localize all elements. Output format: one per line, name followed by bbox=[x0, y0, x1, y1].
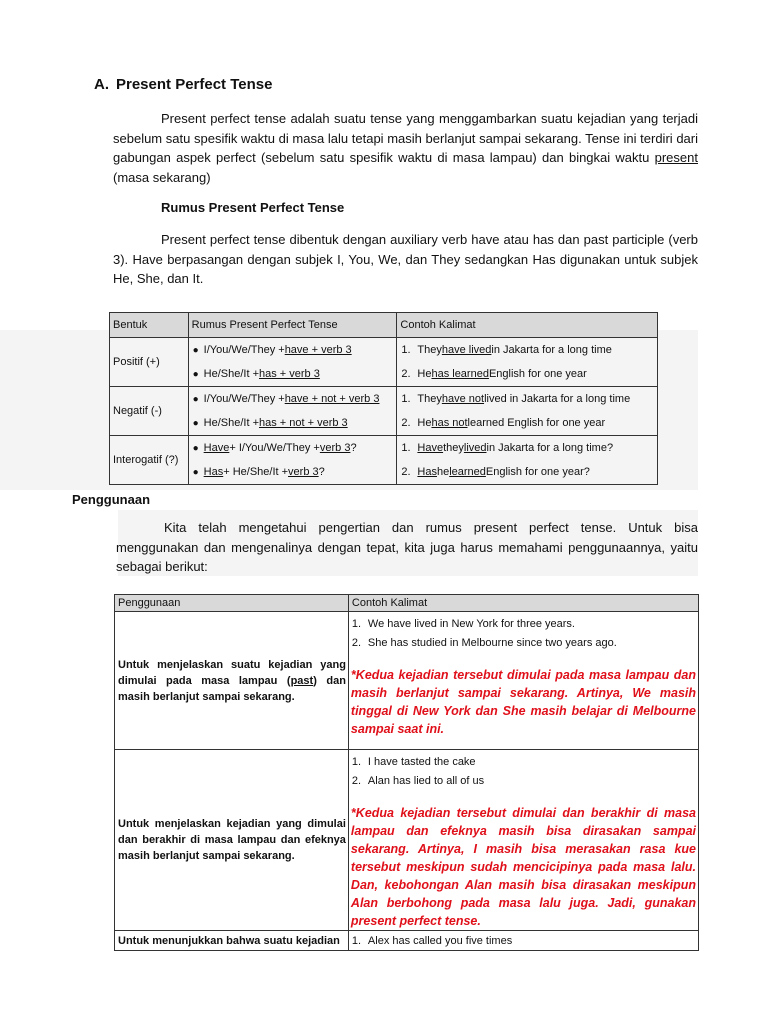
col-header-bentuk: Bentuk bbox=[110, 313, 189, 338]
example-sentence: 1. I have tasted the cake bbox=[351, 755, 476, 768]
col-header-penggunaan: Penggunaan bbox=[115, 595, 349, 612]
example-sentence: 2. Alan has lied to all of us bbox=[351, 774, 485, 787]
contoh-cell bbox=[397, 387, 658, 436]
col-header-rumus: Rumus Present Perfect Tense bbox=[188, 313, 397, 338]
section-number: A. bbox=[94, 76, 109, 93]
formula-item: ● He/She/It + has + verb 3 bbox=[192, 368, 320, 380]
table-row-negatif bbox=[110, 387, 658, 436]
formula-item: ● Has + He/She/It + verb 3 ? bbox=[192, 466, 325, 478]
usage-examples-cell bbox=[348, 750, 698, 931]
example-sentence: 1. Alex has called you five times bbox=[351, 934, 513, 947]
formula-item: ● Have + I/You/We/They + verb 3 ? bbox=[192, 442, 357, 454]
bullet-icon: ● bbox=[192, 393, 199, 405]
table-row-positif bbox=[110, 338, 658, 387]
example-sentence: 2. He has learned English for one year bbox=[401, 368, 587, 380]
example-sentence: 2. Has he learned English for one year? bbox=[401, 466, 590, 478]
section-heading bbox=[94, 76, 272, 93]
bentuk-cell: Positif (+) bbox=[110, 338, 189, 387]
bentuk-cell: Negatif (-) bbox=[110, 387, 189, 436]
bullet-icon: ● bbox=[192, 466, 199, 478]
formula-table bbox=[109, 312, 658, 485]
formula-item: ● I/You/We/They + have + verb 3 bbox=[192, 344, 352, 356]
example-sentence: 1. They have lived in Jakarta for a long time bbox=[401, 344, 612, 356]
penggunaan-paragraph: Kita telah mengetahui pengertian dan rumus present perfect tense. Untuk bisa menggunakan dan mengenalinya dengan tepat, kita juga harus memahami penggunaannya, yaitu sebagai berikut: bbox=[116, 520, 698, 574]
bentuk-cell: Interogatif (?) bbox=[110, 436, 189, 485]
usage-row bbox=[115, 931, 699, 951]
present-underlined: present bbox=[654, 150, 698, 165]
usage-description: Untuk menjelaskan suatu kejadian yang dimulai pada masa lampau (past) dan masih berlanjut sampai sekarang. bbox=[115, 612, 349, 750]
section-title: Present Perfect Tense bbox=[116, 76, 273, 93]
rumus-cell bbox=[188, 387, 397, 436]
example-sentence: 2. She has studied in Melbourne since two years ago. bbox=[351, 636, 617, 649]
example-sentence: 1. We have lived in New York for three years. bbox=[351, 617, 575, 630]
rumus-heading: Rumus Present Perfect Tense bbox=[161, 200, 345, 215]
usage-examples-cell bbox=[348, 612, 698, 750]
bullet-icon: ● bbox=[192, 417, 199, 429]
col-header-contoh-kalimat: Contoh Kalimat bbox=[348, 595, 698, 612]
example-sentence: 2. He has not learned English for one year bbox=[401, 417, 606, 429]
usage-table bbox=[114, 594, 699, 951]
usage-row bbox=[115, 750, 699, 931]
intro-paragraph: Present perfect tense adalah suatu tense yang menggambarkan suatu kejadian yang terjadi sebelum satu spesifik waktu di masa lalu tetapi masih berlanjut sampai sekarang. Tense ini terdiri dari gabungan aspek perfect (sebelum satu spesifik waktu di masa lampau) dan bingkai waktu present (masa sekarang) bbox=[113, 111, 698, 185]
rumus-cell bbox=[188, 338, 397, 387]
usage-row bbox=[115, 612, 699, 750]
explanation-note: *Kedua kejadian tersebut dimulai pada masa lampau dan masih berlanjut sampai sekarang. Artinya, We masih tinggal di New York dan She masih belajar di Melbourne sampai saat ini. bbox=[350, 668, 696, 736]
rumus-paragraph: Present perfect tense dibentuk dengan auxiliary verb have atau has dan past participle (verb 3). Have berpasangan dengan subjek I, You, We, dan They sedangkan Has digunakan untuk subjek He, She, dan It. bbox=[113, 232, 698, 286]
bullet-icon: ● bbox=[192, 442, 199, 454]
bullet-icon: ● bbox=[192, 344, 199, 356]
explanation-note: *Kedua kejadian tersebut dimulai dan berakhir di masa lampau dan efeknya masih bisa dirasakan sampai sekarang. Artinya, I masih bisa merasakan rasa kue tersebut meskipun sudah mencicipinya pada masa lalu. Dan, kebohongan Alan masih bisa dirasakan meskipun Alan berbohong pada masa lalu juga. Jadi, gunakan present perfect tense. bbox=[350, 806, 696, 928]
table-row-interogatif bbox=[110, 436, 658, 485]
formula-item: ● I/You/We/They + have + not + verb 3 bbox=[192, 393, 380, 405]
usage-description: Untuk menjelaskan kejadian yang dimulai dan berakhir di masa lampau dan efeknya masih berlanjut sampai sekarang. bbox=[115, 750, 349, 931]
formula-item: ● He/She/It + has + not + verb 3 bbox=[192, 417, 348, 429]
contoh-cell bbox=[397, 436, 658, 485]
col-header-contoh: Contoh Kalimat bbox=[397, 313, 658, 338]
penggunaan-heading: Penggunaan bbox=[72, 492, 151, 507]
contoh-cell bbox=[397, 338, 658, 387]
example-sentence: 1. They have not lived in Jakarta for a long time bbox=[401, 393, 631, 405]
usage-description: Untuk menunjukkan bahwa suatu kejadian bbox=[115, 931, 349, 951]
bullet-icon: ● bbox=[192, 368, 199, 380]
usage-examples-cell bbox=[348, 931, 698, 951]
example-sentence: 1. Have they lived in Jakarta for a long time? bbox=[401, 442, 614, 454]
rumus-cell bbox=[188, 436, 397, 485]
